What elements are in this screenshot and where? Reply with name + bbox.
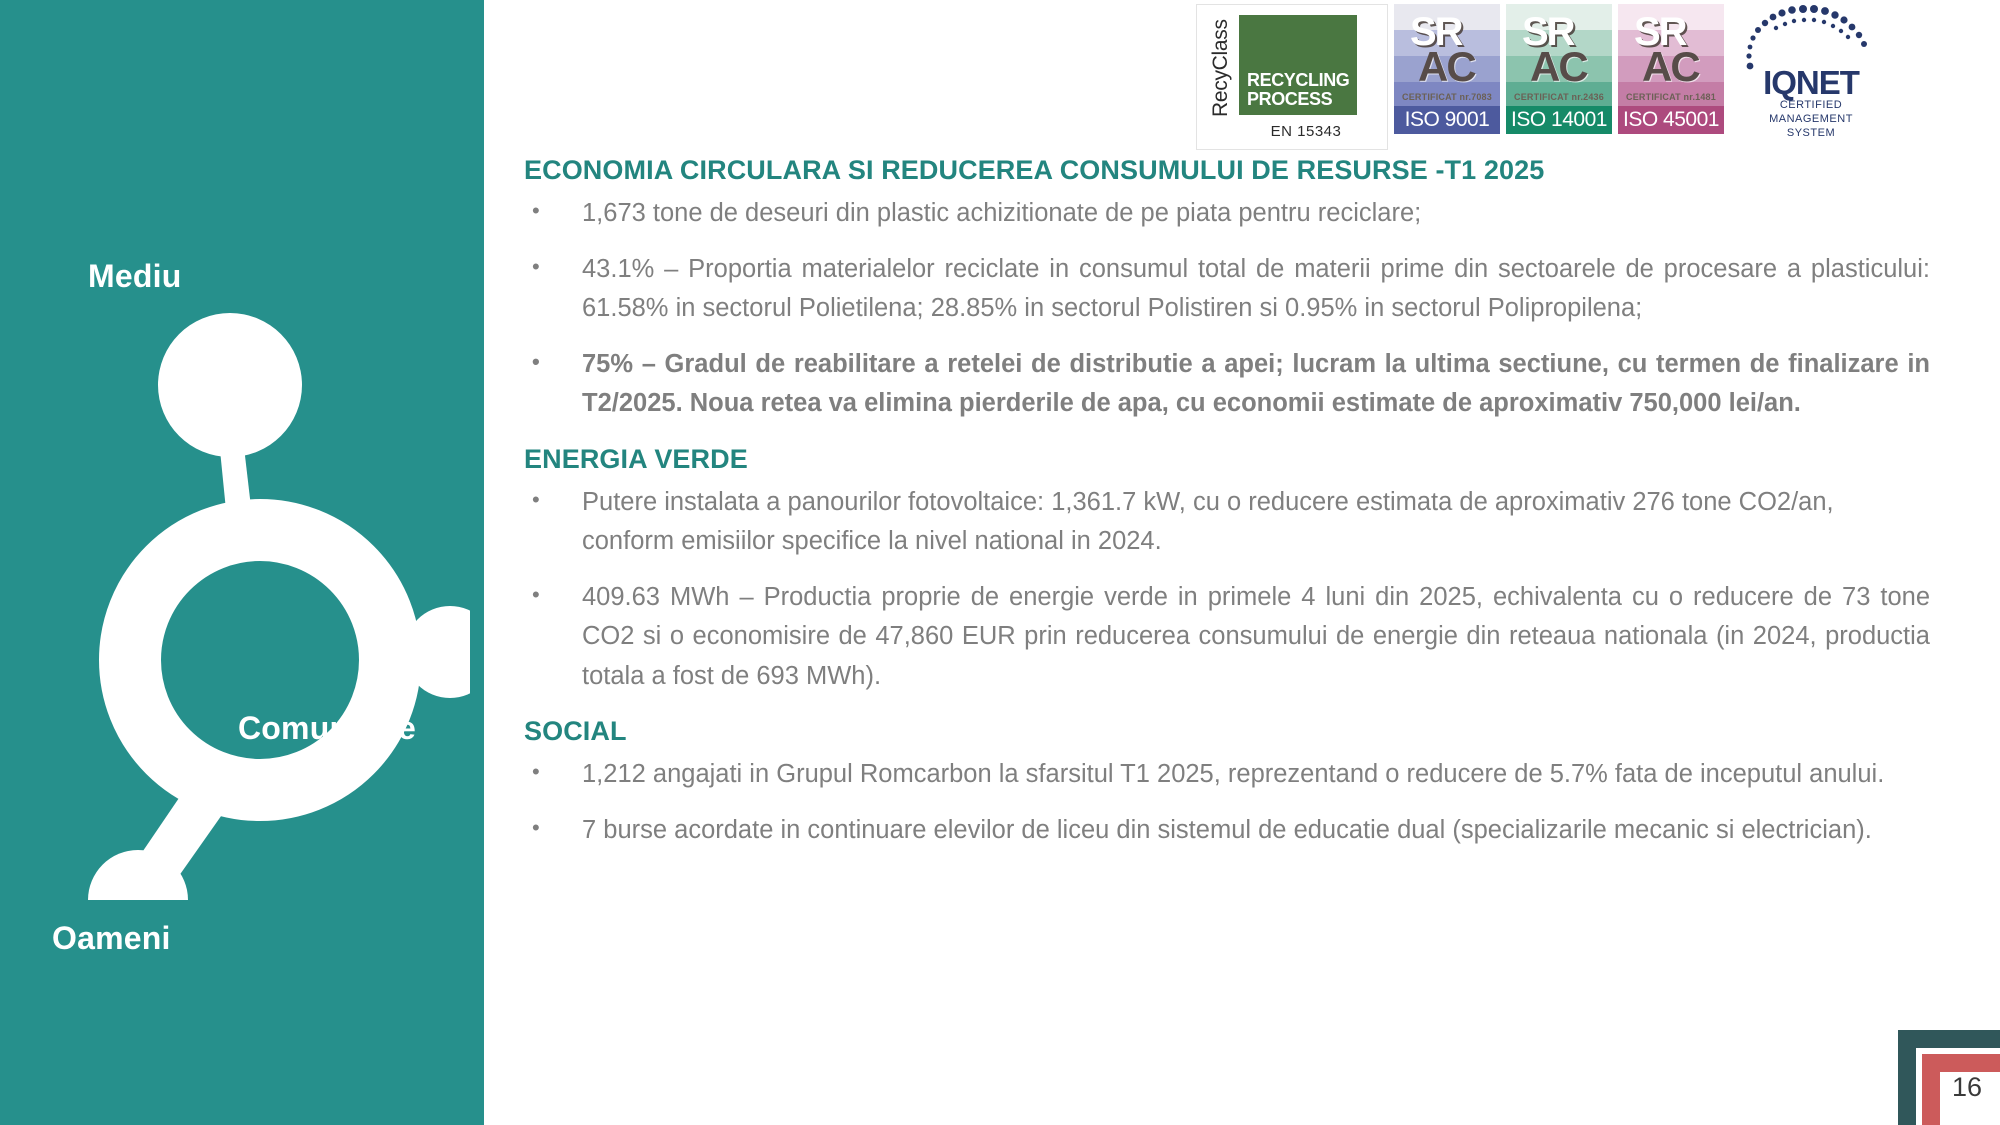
- bullet-list-economia-circulara: [524, 194, 1930, 424]
- recyclass-green-block: [1239, 15, 1357, 115]
- list-item: • Putere instalata a panourilor fotovoltaice: 1,361.7 kW, cu o reducere estimata de aproximativ 276 tone CO2/an, conform emisiilor specifice la nivel national in 2024.: [524, 483, 1930, 562]
- srac-ac-text-45001: AC: [1642, 43, 1699, 90]
- iqnet-sub-line3: SYSTEM: [1786, 126, 1836, 139]
- recyclass-standard: EN 15343: [1270, 123, 1342, 140]
- bullet-list-social: [524, 755, 1930, 850]
- srac-iso-label-14001: ISO 14001: [1511, 108, 1607, 131]
- srac-sr-text-14001: SR: [1522, 10, 1574, 54]
- section-title-social: SOCIAL: [524, 716, 627, 747]
- srac-certificate-number-9001: CERTIFICAT nr.7083: [1402, 92, 1492, 102]
- iqnet-name: IQNET: [1763, 64, 1859, 101]
- list-item: • 1,212 angajati in Grupul Romcarbon la sfarsitul T1 2025, reprezentand o reducere de 5.7% fata de inceputul anului.: [524, 755, 1930, 795]
- srac-sr-text-45001: SR: [1634, 10, 1686, 54]
- main-content: [524, 155, 1930, 866]
- srac-iso-label-45001: ISO 45001: [1623, 108, 1719, 131]
- list-item: • 409.63 MWh – Productia proprie de energie verde in primele 4 luni din 2025, echivalenta cu o reducere de 73 tone CO2 si o economisire de 47,860 EUR prin reducerea consumului de energie din reteaua nationala (in 2024, productia totala a fost de 693 MWh).: [524, 578, 1930, 697]
- sidebar-label-mediu: Mediu: [88, 258, 182, 294]
- recyclass-line1: RECYCLING: [1247, 70, 1350, 91]
- section-title-energia-verde: ENERGIA VERDE: [524, 443, 748, 474]
- sidebar-label-oameni: Oameni: [52, 920, 171, 956]
- list-item: • 7 burse acordate in continuare elevilor de liceu din sistemul de educatie dual (specializarile mecanic si electrician).: [524, 811, 1930, 851]
- section-title-economia-circulara: ECONOMIA CIRCULARA SI REDUCEREA CONSUMULUI DE RESURSE -T1 2025: [524, 155, 1545, 185]
- recyclass-badge: [1196, 4, 1388, 150]
- sidebar-label-comunitate: Comunitate: [238, 710, 416, 746]
- bullet-list-energia-verde: [524, 483, 1930, 697]
- srac-certificate-number-45001: CERTIFICAT nr.1481: [1626, 92, 1716, 102]
- list-item: • 43.1% – Proportia materialelor reciclate in consumul total de materii prime din sectoarele de procesare a plasticului: 61.58% in sectorul Polietilena; 28.85% in sectorul Polistiren si 0.95% in sectorul Polipropilena;: [524, 250, 1930, 329]
- list-item: • 75% – Gradul de reabilitare a retelei de distributie a apei; lucram la ultima sectiune, cu termen de finalizare in T2/2025. Noua retea va elimina pierderile de apa, cu economii estimate de aproximativ 750,000 lei/an.: [524, 345, 1930, 424]
- network-nodes-icon: [70, 300, 470, 900]
- iqnet-badge: [1736, 4, 1886, 139]
- sidebar-panel: [0, 0, 484, 1125]
- srac-iso9001-badge: [1394, 4, 1500, 134]
- corner-decoration: [1870, 990, 2000, 1125]
- list-item: • 1,673 tone de deseuri din plastic achizitionate de pe piata pentru reciclare;: [524, 194, 1930, 234]
- srac-ac-text-9001: AC: [1418, 43, 1475, 90]
- recyclass-brand-label: RecyClass: [1209, 19, 1232, 117]
- iqnet-subtitle: [1736, 99, 1886, 140]
- srac-certificate-number-14001: CERTIFICAT nr.2436: [1514, 92, 1604, 102]
- srac-iso-label-9001: ISO 9001: [1404, 108, 1490, 131]
- recyclass-line2: PROCESS: [1247, 89, 1333, 110]
- srac-ac-text-14001: AC: [1530, 43, 1587, 90]
- page-number: 16: [1951, 1072, 1982, 1102]
- srac-iso45001-badge: [1618, 4, 1724, 134]
- certification-badges: [1196, 4, 1886, 150]
- iqnet-sub-line1: CERTIFIED: [1779, 99, 1843, 111]
- srac-iso14001-badge: [1506, 4, 1612, 134]
- iqnet-sub-line2: MANAGEMENT: [1769, 112, 1853, 125]
- srac-sr-text-9001: SR: [1410, 10, 1462, 54]
